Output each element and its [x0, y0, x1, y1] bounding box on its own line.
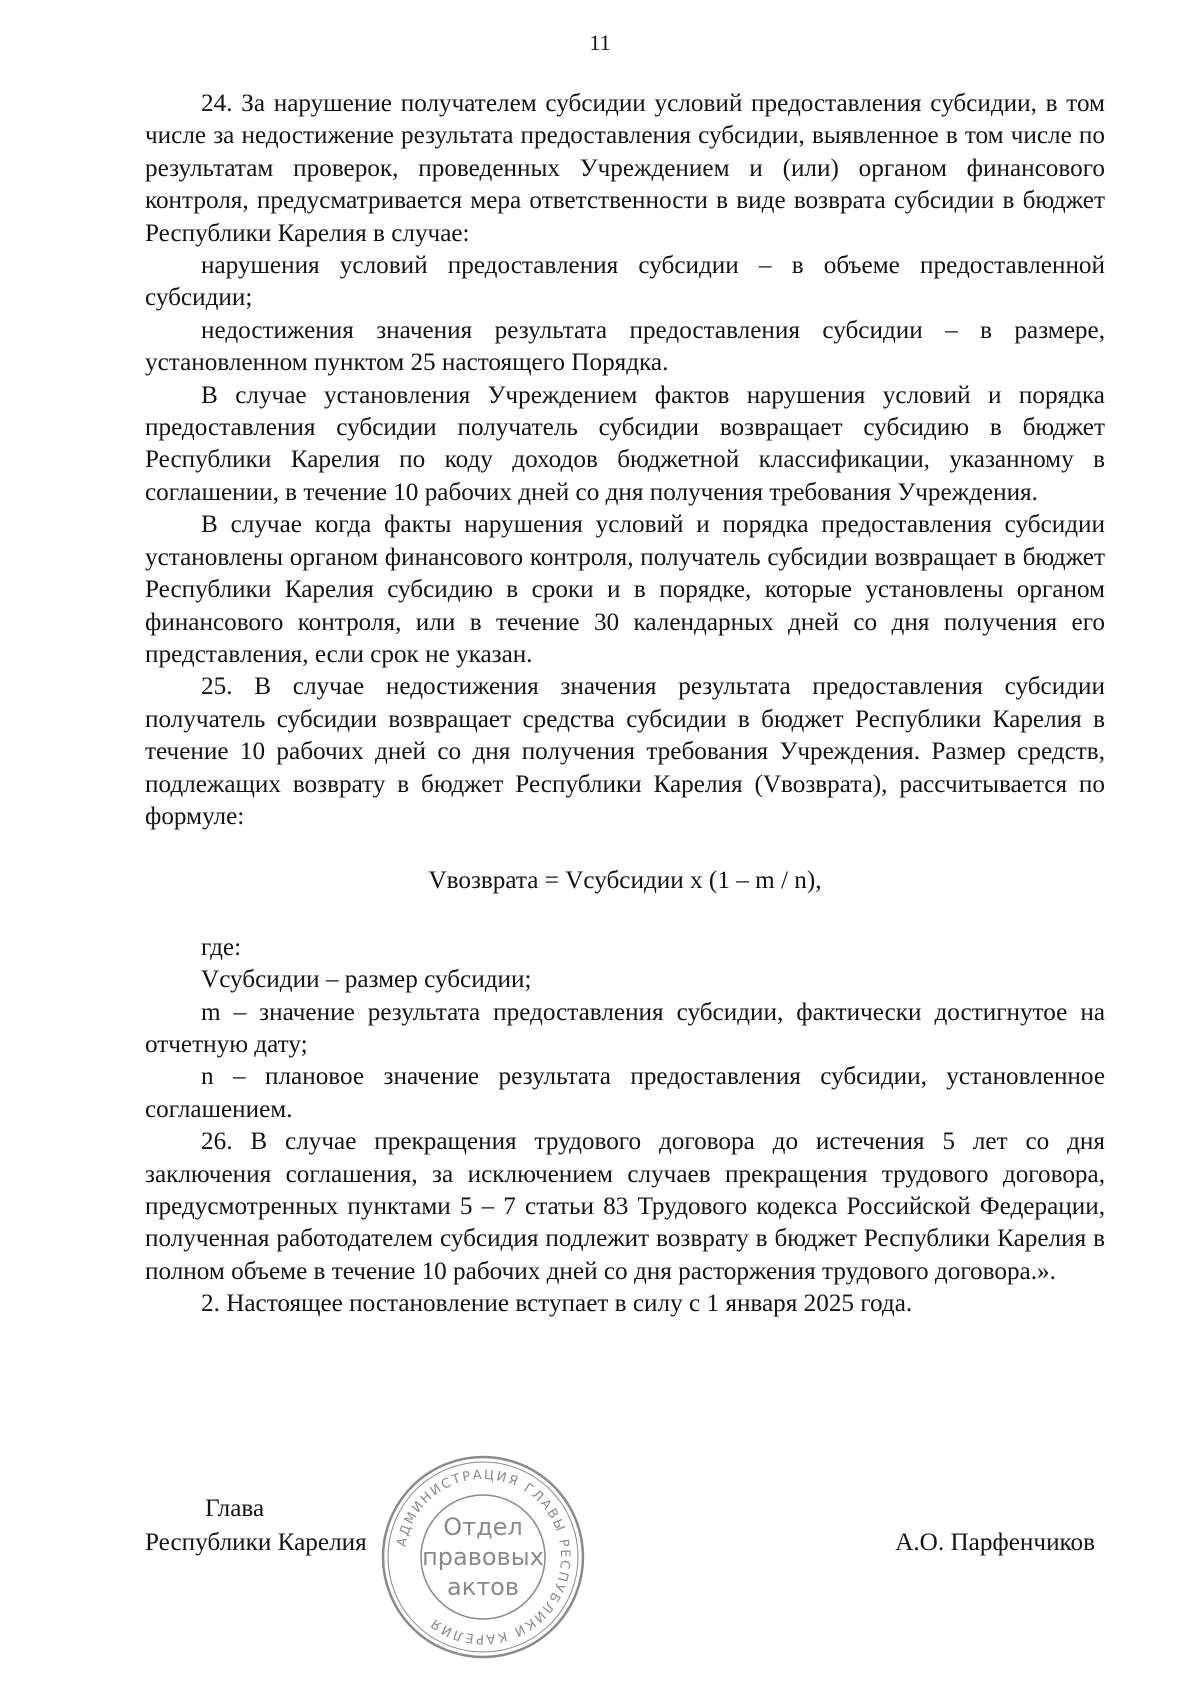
- official-seal: [378, 1452, 588, 1662]
- document-body: [145, 88, 1105, 1321]
- page-number: 11: [589, 30, 611, 55]
- paragraph-violation-case: нарушения условий предоставления субсидии – в объеме предоставленной субсидии;: [145, 252, 1105, 312]
- signatory-name: А.О. Парфенчиков: [895, 1529, 1095, 1556]
- seal-graphic: [378, 1452, 588, 1662]
- paragraph-where: где:: [201, 933, 242, 961]
- seal-center-line-1: Отдел: [443, 1513, 523, 1541]
- paragraph-25: 25. В случае недостижения значения результата предоставления субсидии получатель субсидии возвращает средства субсидии в бюджет Республики Карелия в течение 10 рабочих дней со дня получения требования Учреждения. Размер средств, подлежащих возврату в бюджет Республики Карелия (Vвозврата), рассчитывается по формуле:: [145, 673, 1105, 830]
- paragraph-m-definition: m – значение результата предоставления субсидии, фактически достигнутое на отчетную дату;: [145, 998, 1105, 1058]
- paragraph-v-subsidy: Vсубсидии – размер субсидии;: [201, 966, 532, 994]
- paragraph-nonachievement-case: недостижения значения результата предоставления субсидии – в размере, установленном пунктом 25 настоящего Порядка.: [145, 316, 1105, 377]
- paragraph-control-body-refund: В случае когда факты нарушения условий и порядка предоставления субсидии установлены органом финансового контроля, получатель субсидии возвращает в бюджет Республики Карелия субсидию в сроки и в порядке, которые установлены органом финансового контроля, или в течение 30 календарных дней со дня получения его представления, если срок не указан.: [145, 511, 1105, 668]
- paragraph-n-definition: n – плановое значение результата предоставления субсидии, установленное соглашением.: [145, 1063, 1105, 1123]
- paragraph-institution-refund: В случае установления Учреждением фактов нарушения условий и порядка предоставления субсидии получатель субсидии возвращает субсидию в бюджет Республики Карелия по коду доходов бюджетной классификации, указанному в соглашении, в течение 10 рабочих дней со дня получения требования Учреждения.: [145, 381, 1105, 506]
- signature-title: Глава: [205, 1495, 265, 1522]
- seal-center-line-3: актов: [446, 1573, 520, 1601]
- paragraph-effective-date: 2. Настоящее постановление вступает в силу с 1 января 2025 года.: [201, 1290, 913, 1318]
- signature-organization: Республики Карелия: [145, 1529, 367, 1556]
- refund-formula: Vвозврата = Vсубсидии x (1 – m / n),: [428, 867, 822, 895]
- seal-center-line-2: правовых: [422, 1543, 544, 1571]
- paragraph-24: 24. За нарушение получателем субсидии условий предоставления субсидии, в том числе за недостижение результата предоставления субсидии, выявленное в том числе по результатам проверок, проведенных Учреждением и (или) органом финансового контроля, предусматривается мера ответственности в виде возврата субсидии в бюджет Республики Карелия в случае:: [145, 90, 1105, 247]
- seal-ring-text: АДМИНИСТРАЦИЯ ГЛАВЫ РЕСПУБЛИКИ КАРЕЛИЯ: [394, 1467, 573, 1647]
- paragraph-26: 26. В случае прекращения трудового договора до истечения 5 лет со дня заключения соглашения, за исключением случаев прекращения трудового договора, предусмотренных пунктами 5 – 7 статьи 83 Трудового кодекса Российской Федерации, полученная работодателем субсидия подлежит возврату в бюджет Республики Карелия в полном объеме в течение 10 рабочих дней со дня расторжения трудового договора.».: [145, 1128, 1105, 1285]
